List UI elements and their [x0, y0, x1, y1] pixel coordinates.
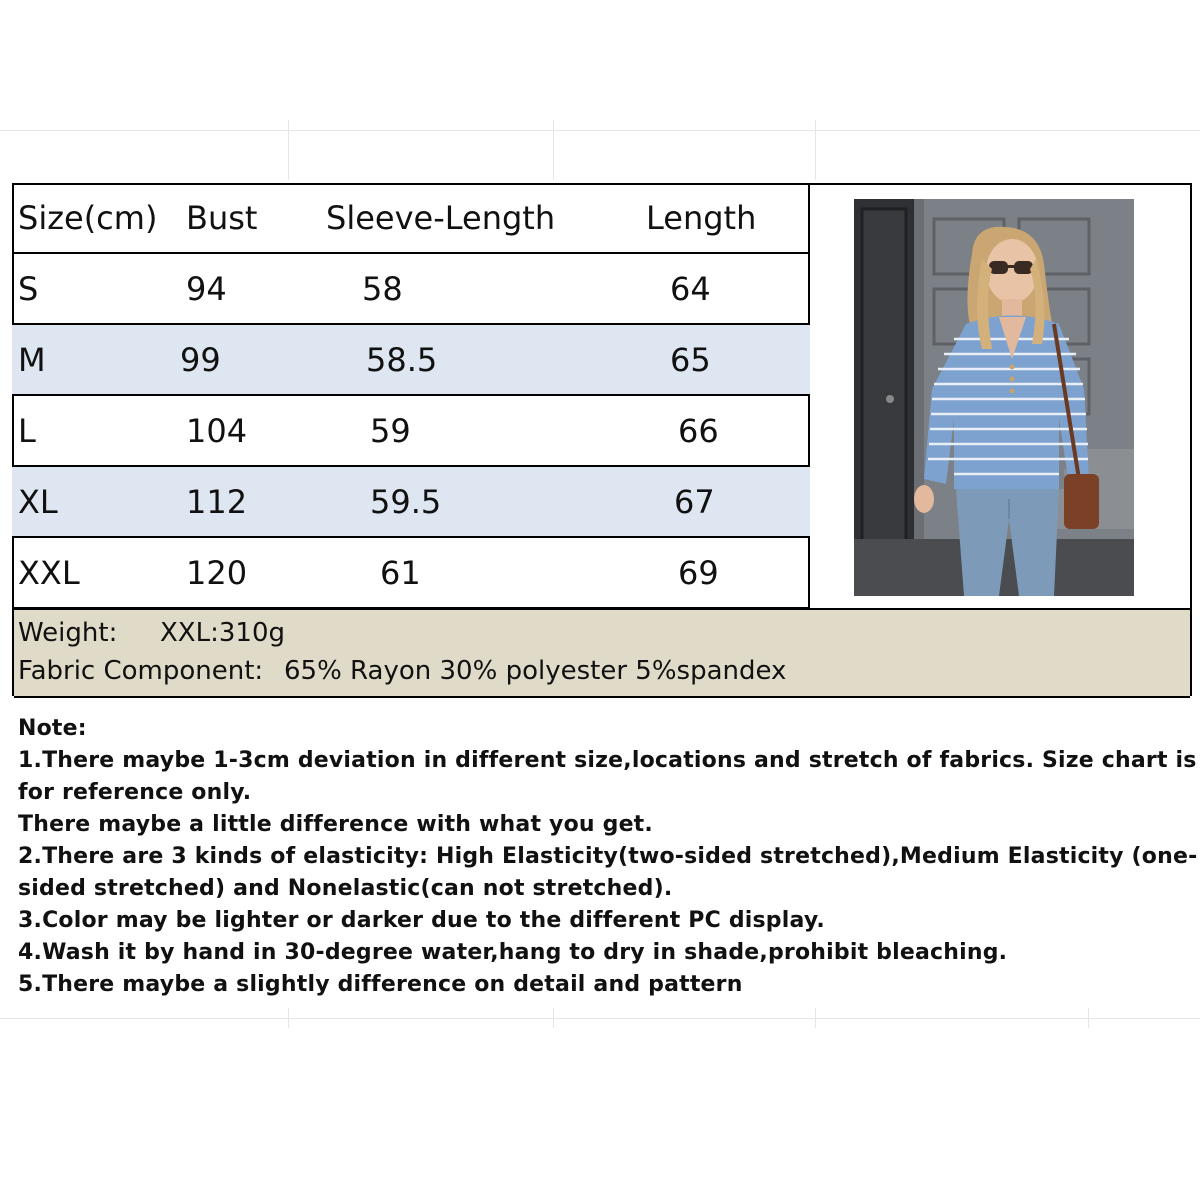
cell-length: 67: [630, 466, 810, 537]
grid-line: [288, 1008, 289, 1028]
cell-sleeve-length: 59: [320, 395, 630, 466]
note-line: 5.There maybe a slightly difference on detail and pattern: [18, 972, 743, 997]
weight-value: XXL:310g: [160, 618, 285, 648]
table-border-right: [1190, 183, 1192, 696]
table-row: [12, 253, 810, 324]
table-header-row: [12, 183, 810, 253]
grid-line: [553, 1008, 554, 1028]
cell-size: XXL: [12, 537, 180, 608]
cell-bust: 112: [180, 466, 320, 537]
cell-length: 64: [630, 253, 810, 324]
spec-box: [14, 608, 1190, 698]
cell-size: S: [12, 253, 180, 324]
notes-heading: Note:: [18, 716, 87, 741]
cell-length: 66: [630, 395, 810, 466]
cell-size: XL: [12, 466, 180, 537]
model-photo: [854, 199, 1134, 596]
cell-size: M: [12, 324, 180, 395]
note-line: 1.There maybe 1-3cm deviation in different size,locations and stretch of fabrics. Size chart is: [18, 748, 1197, 773]
table-row: [12, 466, 810, 537]
grid-line: [553, 120, 554, 180]
note-line: 2.There are 3 kinds of elasticity: High Elasticity(two-sided stretched),Medium Elasticity (one-: [18, 844, 1198, 869]
model-illustration: [854, 199, 1134, 596]
cell-sleeve-length: 58: [320, 253, 630, 324]
note-line: 3.Color may be lighter or darker due to the different PC display.: [18, 908, 825, 933]
size-chart-table: [12, 183, 810, 609]
cell-length: 69: [630, 537, 810, 608]
cell-bust: 104: [180, 395, 320, 466]
cell-sleeve-length: 61: [320, 537, 630, 608]
grid-line: [0, 1018, 1200, 1019]
cell-sleeve-length: 59.5: [320, 466, 630, 537]
cell-bust: 120: [180, 537, 320, 608]
cell-bust: 94: [180, 253, 320, 324]
note-line: for reference only.: [18, 780, 252, 805]
table-row: [12, 537, 810, 608]
cell-sleeve-length: 58.5: [320, 324, 630, 395]
table-row: [12, 395, 810, 466]
grid-line: [815, 120, 816, 180]
note-line: sided stretched) and Nonelastic(can not stretched).: [18, 876, 673, 901]
fabric-label: Fabric Component:: [18, 656, 264, 686]
header-sleeve-length: Sleeve-Length: [320, 183, 630, 253]
header-length: Length: [630, 183, 810, 253]
weight-label: Weight:: [18, 618, 118, 648]
grid-line: [288, 120, 289, 180]
cell-size: L: [12, 395, 180, 466]
note-line: There maybe a little difference with what you get.: [18, 812, 653, 837]
note-line: 4.Wash it by hand in 30-degree water,hang to dry in shade,prohibit bleaching.: [18, 940, 1008, 965]
grid-line: [1088, 1008, 1089, 1028]
header-bust: Bust: [180, 183, 320, 253]
header-size: Size(cm): [12, 183, 180, 253]
cell-length: 65: [630, 324, 810, 395]
grid-line: [0, 130, 1200, 131]
table-row: [12, 324, 810, 395]
notes-section: [18, 713, 1198, 1001]
fabric-value: 65% Rayon 30% polyester 5%spandex: [284, 656, 787, 686]
grid-line: [815, 1008, 816, 1028]
cell-bust: 99: [180, 324, 320, 395]
